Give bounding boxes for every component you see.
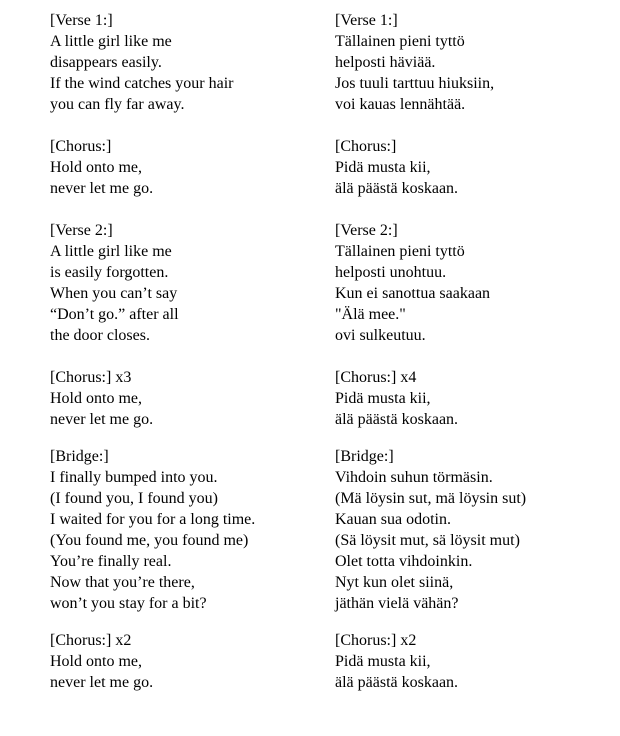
english-chorus-2 (50, 367, 320, 430)
lyric-line: A little girl like me (50, 243, 172, 260)
lyric-line: (You found me, you found me) (50, 532, 249, 549)
finnish-chorus-1 (335, 136, 605, 199)
lyric-line: voi kauas lennähtää. (335, 96, 466, 113)
section-heading: [Verse 2:] (335, 222, 398, 239)
lyric-line: Pidä musta kii, (335, 159, 431, 176)
lyric-line: helposti häviää. (335, 54, 436, 71)
finnish-verse-2 (335, 220, 605, 346)
lyric-line: never let me go. (50, 180, 154, 197)
section-heading: [Verse 2:] (50, 222, 113, 239)
finnish-bridge (335, 446, 605, 614)
section-heading: [Chorus:] x2 (335, 632, 417, 649)
section-heading: [Verse 1:] (50, 12, 113, 29)
lyric-line: I waited for you for a long time. (50, 511, 256, 528)
lyric-line: Tällainen pieni tyttö (335, 33, 465, 50)
finnish-verse-1 (335, 10, 605, 115)
lyric-line: "Älä mee." (335, 306, 406, 323)
lyric-line: Hold onto me, (50, 653, 142, 670)
lyric-line: You’re finally real. (50, 553, 172, 570)
lyric-line: Hold onto me, (50, 390, 142, 407)
lyric-line: jäthän vielä vähän? (335, 595, 459, 612)
section-heading: [Chorus:] (335, 138, 397, 155)
section-heading: [Verse 1:] (335, 12, 398, 29)
lyric-line: Olet totta vihdoinkin. (335, 553, 473, 570)
lyric-line: Hold onto me, (50, 159, 142, 176)
lyric-line: Now that you’re there, (50, 574, 195, 591)
lyric-line: never let me go. (50, 674, 154, 691)
lyric-line: ovi sulkeutuu. (335, 327, 426, 344)
lyric-line: If the wind catches your hair (50, 75, 234, 92)
lyric-line: (Sä löysit mut, sä löysit mut) (335, 532, 520, 549)
section-heading: [Chorus:] x2 (50, 632, 132, 649)
english-bridge (50, 446, 320, 614)
lyric-line: is easily forgotten. (50, 264, 169, 281)
lyric-line: A little girl like me (50, 33, 172, 50)
lyric-line: disappears easily. (50, 54, 162, 71)
lyric-line: I finally bumped into you. (50, 469, 218, 486)
english-chorus-3 (50, 630, 320, 693)
english-verse-1 (50, 10, 320, 115)
lyric-line: Kauan sua odotin. (335, 511, 451, 528)
lyric-line: Nyt kun olet siinä, (335, 574, 454, 591)
lyric-line: When you can’t say (50, 285, 178, 302)
section-heading: [Bridge:] (50, 448, 109, 465)
lyric-line: the door closes. (50, 327, 150, 344)
lyric-line: Pidä musta kii, (335, 390, 431, 407)
lyric-line: Pidä musta kii, (335, 653, 431, 670)
lyric-line: Vihdoin suhun törmäsin. (335, 469, 493, 486)
lyric-line: älä päästä koskaan. (335, 411, 459, 428)
lyric-line: “Don’t go.” after all (50, 306, 179, 323)
lyric-line: älä päästä koskaan. (335, 180, 459, 197)
section-heading: [Chorus:] (50, 138, 112, 155)
section-heading: [Chorus:] x3 (50, 369, 132, 386)
lyric-line: (Mä löysin sut, mä löysin sut) (335, 490, 527, 507)
lyric-line: Tällainen pieni tyttö (335, 243, 465, 260)
lyric-line: you can fly far away. (50, 96, 185, 113)
section-heading: [Bridge:] (335, 448, 394, 465)
lyric-line: Jos tuuli tarttuu hiuksiin, (335, 75, 495, 92)
lyric-line: won’t you stay for a bit? (50, 595, 207, 612)
lyric-line: (I found you, I found you) (50, 490, 218, 507)
english-verse-2 (50, 220, 320, 346)
lyric-line: never let me go. (50, 411, 154, 428)
lyric-line: Kun ei sanottua saakaan (335, 285, 491, 302)
lyric-line: älä päästä koskaan. (335, 674, 459, 691)
section-heading: [Chorus:] x4 (335, 369, 417, 386)
english-chorus-1 (50, 136, 320, 199)
finnish-chorus-3 (335, 630, 605, 693)
lyric-line: helposti unohtuu. (335, 264, 447, 281)
finnish-chorus-2 (335, 367, 605, 430)
